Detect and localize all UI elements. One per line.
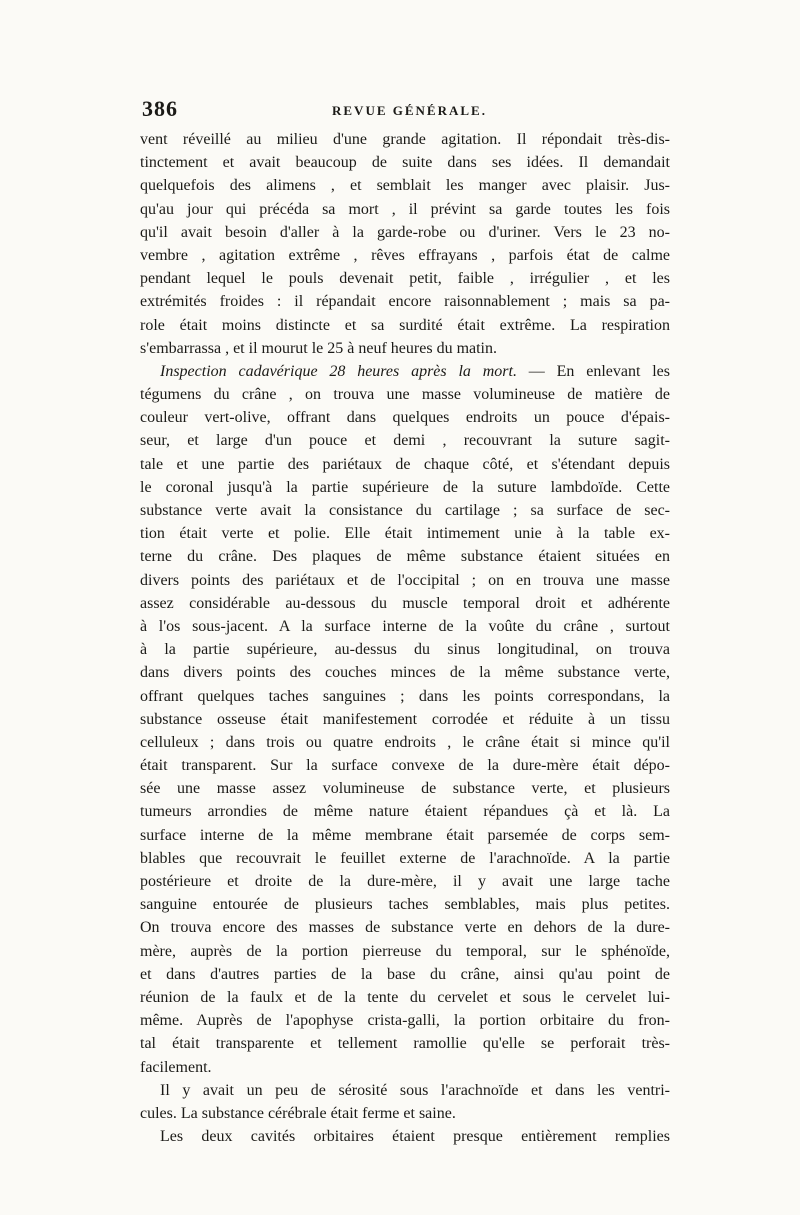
text-line: role était moins distincte et sa surdité était extrême. La respiration: [140, 316, 670, 334]
text-line: seur, et large d'un pouce et demi , recouvrant la suture sagit-: [140, 432, 670, 450]
text-line: postérieure et droite de la dure-mère, il y avait une large tache: [140, 873, 670, 890]
text-line: tal était transparente et tellement ramollie qu'elle se perforait très-: [140, 1035, 670, 1053]
text-line: même. Auprès de l'apophyse crista-galli, la portion orbitaire du fron-: [140, 1012, 670, 1030]
text-line: substance verte avait la consistance du cartilage ; sa surface de sec-: [140, 502, 670, 519]
text-line: quelquefois des alimens , et semblait les manger avec plaisir. Jus-: [140, 177, 670, 195]
text-fragment: — En enlevant les: [516, 362, 671, 380]
text-line: vembre , agitation extrême , rêves effrayans , parfois état de calme: [140, 246, 670, 264]
text-line: à la partie supérieure, au-dessus du sinus longitudinal, on trouva: [140, 641, 670, 659]
text-line: sanguine entourée de plusieurs taches semblables, mais plus petites.: [140, 896, 670, 914]
text-line: tégumens du crâne , on trouva une masse volumineuse de matière de: [140, 386, 670, 404]
text-line: surface interne de la même membrane était parsemée de corps sem-: [140, 826, 670, 844]
text-line: qu'il avait besoin d'aller à la garde-robe ou d'uriner. Vers le 23 no-: [140, 223, 670, 241]
text-line: substance osseuse était manifestement corrodée et réduite à un tissu: [140, 710, 670, 728]
text-line: réunion de la faulx et de la tente du cervelet et sous le cervelet lui-: [140, 988, 670, 1006]
text-line: blables que recouvrait le feuillet externe de l'arachnoïde. A la partie: [140, 849, 670, 867]
section-heading-line: [140, 360, 670, 383]
text-line: assez considérable au-dessous du muscle temporal droit et adhérente: [140, 594, 670, 612]
text-line: divers points des pariétaux et de l'occipital ; on en trouva une masse: [140, 571, 670, 589]
text-line: qu'au jour qui précéda sa mort , il prévint sa garde toutes les fois: [140, 200, 670, 218]
text-line: cules. La substance cérébrale était ferme et saine.: [140, 1104, 456, 1122]
text-line: tinctement et avait beaucoup de suite dans ses idées. Il demandait: [140, 154, 670, 172]
section-heading: Inspection cadavérique 28 heures après la mort.: [160, 362, 517, 380]
text-line: Les deux cavités orbitaires étaient presque entièrement remplies: [160, 1128, 670, 1146]
text-line: tion était verte et polie. Elle était intimement unie à la table ex-: [140, 525, 670, 543]
text-line: tale et une partie des pariétaux de chaque côté, et s'étendant depuis: [140, 455, 670, 473]
text-line: le coronal jusqu'à la partie supérieure de la suture lambdoïde. Cette: [140, 478, 670, 496]
text-line: était transparent. Sur la surface convexe de la dure-mère était dépo-: [140, 757, 670, 775]
text-line: extrémités froides : il répandait encore raisonnablement ; mais sa pa-: [140, 293, 670, 311]
text-line: dans divers points des couches minces de la même substance verte,: [140, 664, 670, 682]
running-head: REVUE GÉNÉRALE.: [332, 103, 487, 118]
text-line: couleur vert-olive, offrant dans quelques endroits un pouce d'épais-: [140, 409, 670, 427]
text-line: Il y avait un peu de sérosité sous l'arachnoïde et dans les ventri-: [160, 1081, 670, 1099]
text-line: terne du crâne. Des plaques de même substance étaient situées en: [140, 548, 670, 566]
page-header: [142, 96, 672, 126]
text-line: vent réveillé au milieu d'une grande agitation. Il répondait très-dis-: [140, 131, 670, 148]
text-line: et dans d'autres parties de la base du crâne, ainsi qu'au point de: [140, 965, 670, 983]
text-line: celluleux ; dans trois ou quatre endroits , le crâne était si mince qu'il: [140, 733, 670, 751]
text-line: On trouva encore des masses de substance verte en dehors de la dure-: [140, 919, 670, 937]
text-line: offrant quelques taches sanguines ; dans les points correspondans, la: [140, 687, 670, 705]
text-line: tumeurs arrondies de même nature étaient répandues çà et là. La: [140, 803, 670, 821]
text-line: à l'os sous-jacent. A la surface interne de la voûte du crâne , surtout: [140, 617, 670, 635]
text-line: facilement.: [140, 1058, 212, 1076]
text-line: sée une masse assez volumineuse de substance verte, et plusieurs: [140, 780, 670, 798]
text-line: pendant lequel le pouls devenait petit, faible , irrégulier , et les: [140, 270, 670, 288]
text-line: mère, auprès de la portion pierreuse du temporal, sur le sphénoïde,: [140, 942, 670, 960]
page-number: 386: [142, 96, 178, 121]
body-text: [140, 128, 670, 1148]
text-line: s'embarrassa , et il mourut le 25 à neuf heures du matin.: [140, 339, 497, 357]
